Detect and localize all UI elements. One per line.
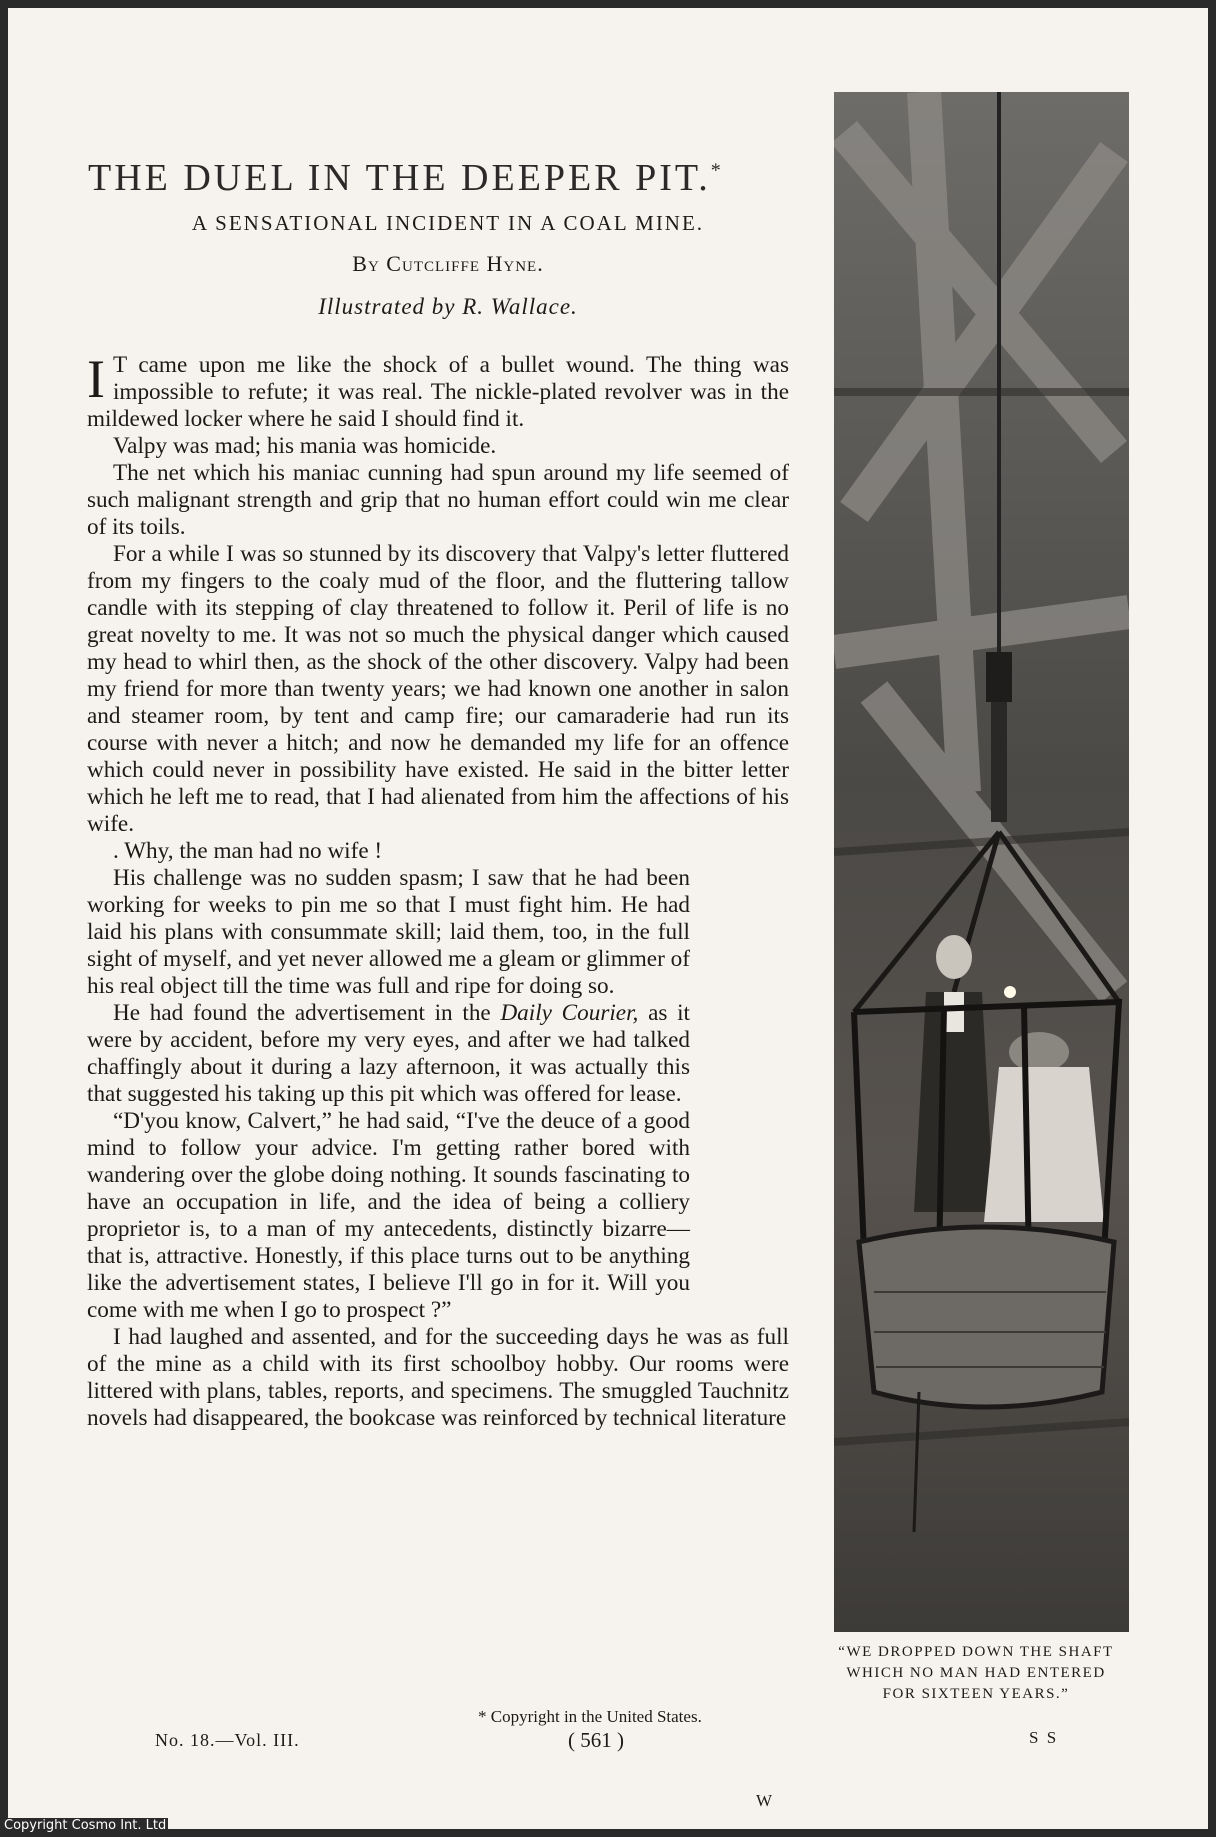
title-footnote-mark: * bbox=[710, 159, 724, 182]
paragraph: . Why, the man had no wife ! bbox=[113, 838, 383, 864]
signature-mark: S S bbox=[1029, 1728, 1059, 1747]
magazine-page bbox=[8, 8, 1208, 1829]
paragraph: His challenge was no sudden spasm; I saw that he had been working for weeks to pin me so that I must fight him. He had laid his plans with consummate skill; laid them, too, in the full sight of myself, and yet never allowed me a gleam or glimmer of his real object till the time was full and ripe for doing so. bbox=[87, 865, 690, 999]
newspaper-title: Daily Courier, bbox=[500, 1000, 639, 1026]
article-byline: By Cutcliffe Hyne. bbox=[352, 251, 544, 276]
hanging-chain bbox=[991, 702, 1007, 822]
article-subtitle: A SENSATIONAL INCIDENT IN A COAL MINE. bbox=[191, 211, 705, 235]
article-title-text: THE DUEL IN THE DEEPER PIT. bbox=[88, 157, 711, 199]
paragraph: I T came upon me like the shock of a bullet wound. The thing was impossible to refute; it was real. The nickle-plated revolver was in the mildewed locker where he said I should find it. bbox=[87, 349, 789, 432]
copyright-footnote: * Copyright in the United States. bbox=[478, 1707, 702, 1726]
lamp-icon bbox=[986, 652, 1012, 702]
timber-beam bbox=[924, 92, 964, 792]
trailing-rope bbox=[914, 1392, 919, 1532]
article-body bbox=[87, 349, 789, 1432]
timber-shadow bbox=[834, 1422, 1129, 1442]
paragraph: I had laughed and assented, and for the succeeding days he was as full of the mine as a child with its first schoolboy hobby. Our rooms were littered with plans, tables, reports, and specimens. The smuggled Tauchnitz novels had disappeared, the bookcase was reinforced by technical literature bbox=[87, 1324, 789, 1431]
man-body-right bbox=[984, 1067, 1104, 1222]
paragraph: He had found the advertisement in the Daily Courier, as it were by accident, before my very eyes, and after we had talked chaffingly about it during a lazy afternoon, it was actually this that suggested his taking up this pit which was offered for lease. bbox=[87, 1000, 691, 1107]
suspension-rope bbox=[999, 832, 1119, 1002]
shirt-front bbox=[944, 992, 964, 1032]
paragraph: For a while I was so stunned by its discovery that Valpy's letter fluttered from my fingers to the coaly mud of the floor, and the fluttering tallow candle with its stepping of clay threatened to follow it. Peril of life is no great novelty to me. It was not so much the physical danger which caused my head to whirl then, as the shock of the other discovery. Valpy had been my friend for more than twenty years; we had known one another in salon and steamer room, by tent and camp fire; our camaraderie had run its course with never a hitch; and now he demanded my life for an offence which could never in possibility have existed. He said in the bitter letter which he left me to read, that I had alienated from him the affections of his wife. bbox=[87, 541, 789, 837]
paragraph: The net which his maniac cunning had spun around my life seemed of such malignant strength and grip that no human effort could win me clear of its toils. bbox=[87, 460, 789, 540]
paragraph: “D'you know, Calvert,” he had said, “I've the deuce of a good mind to follow your advice. I'm getting rather bored with wandering over the globe doing nothing. It sounds fascinating to have an occupation in life, and the idea of being a colliery proprietor is, to a man of my antecedents, distinctly bizarre—that is, attractive. Honestly, if this place turns out to be anything like the advertisement states, I believe I'll go in for it. Will you come with me when I go to prospect ?” bbox=[87, 1108, 690, 1323]
paragraph: Valpy was mad; his mania was homicide. bbox=[113, 433, 497, 459]
issue-number: No. 18.—Vol. III. bbox=[155, 1730, 300, 1750]
timber-beam bbox=[834, 612, 1129, 652]
illustrator-credit: Illustrated by R. Wallace. bbox=[318, 294, 578, 319]
illustration-drawing bbox=[834, 92, 1129, 1632]
watermark: Copyright Cosmo Int. Ltd bbox=[4, 1818, 167, 1833]
drop-cap: I bbox=[87, 349, 105, 409]
printer-mark: W bbox=[756, 1791, 773, 1810]
figure-caption: “WE DROPPED DOWN THE SHAFT WHICH NO MAN HAD ENTERED FOR SIXTEEN YEARS.” bbox=[838, 1644, 1114, 1702]
cage-basket bbox=[859, 1227, 1114, 1407]
mine-shaft-illustration bbox=[834, 92, 1129, 1632]
hat bbox=[1009, 1032, 1069, 1072]
page-number: ( 561 ) bbox=[568, 1728, 624, 1752]
candle-flame-icon bbox=[1004, 986, 1016, 998]
man-face-left bbox=[936, 935, 972, 979]
suspension-rope bbox=[854, 832, 999, 1012]
article-title bbox=[88, 156, 808, 200]
